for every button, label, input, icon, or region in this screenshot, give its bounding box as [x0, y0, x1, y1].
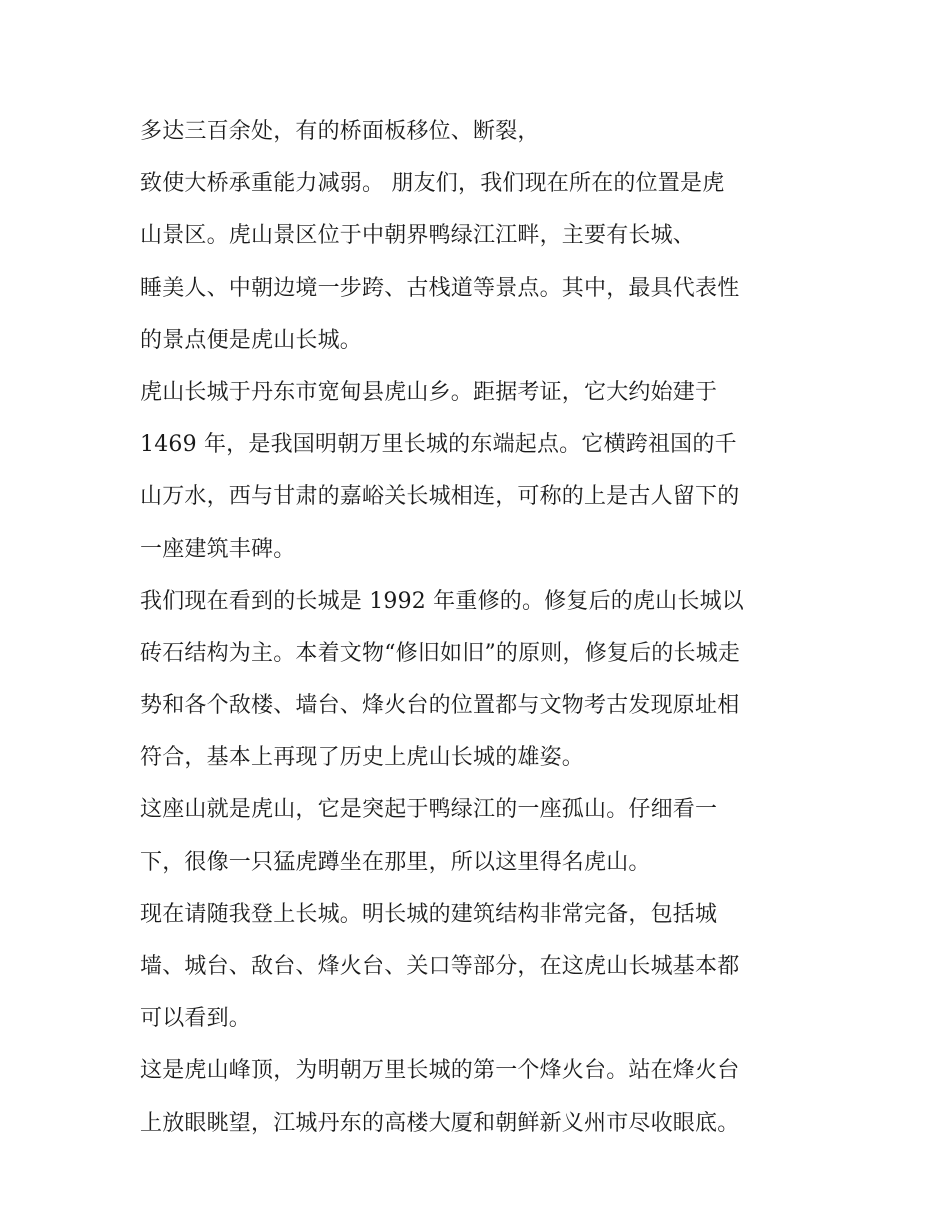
text-line: 山万水，西与甘肃的嘉峪关长城相连，可称的上是古人留下的: [140, 484, 740, 510]
text-line: 势和各个敌楼、墙台、烽火台的位置都与文物考古发现原址相: [140, 693, 740, 719]
text-line: 这座山就是虎山，它是突起于鸭绿江的一座孤山。仔细看一: [140, 797, 718, 823]
text-line: 下，很像一只猛虎蹲坐在那里，所以这里得名虎山。: [140, 849, 651, 875]
text-line: 现在请随我登上长城。明长城的建筑结构非常完备，包括城: [140, 901, 718, 927]
text-line: 虎山长城于丹东市宽甸县虎山乡。距据考证，它大约始建于: [140, 379, 718, 405]
text-line: 符合，基本上再现了历史上虎山长城的雄姿。: [140, 745, 585, 771]
text-line: 可以看到。: [140, 1006, 252, 1032]
text-line: 上放眼眺望，江城丹东的高楼大厦和朝鲜新义州市尽收眼底。: [140, 1110, 740, 1136]
text-line: 的景点便是虎山长城。: [140, 327, 363, 353]
text-line: 墙、城台、敌台、烽火台、关口等部分，在这虎山长城基本都: [140, 954, 740, 979]
text-line: 一座建筑丰碑。: [140, 536, 296, 562]
text-line: 山景区。虎山景区位于中朝界鸭绿江江畔，主要有长城、: [140, 223, 696, 249]
text-line: 致使大桥承重能力减弱。 朋友们，我们现在所在的位置是虎: [140, 171, 725, 197]
text-line: 睡美人、中朝边境一步跨、古栈道等景点。其中，最具代表性: [140, 275, 740, 301]
text-line: 多达三百余处，有的桥面板移位、断裂，: [140, 119, 540, 144]
document-body: [140, 106, 820, 1150]
text-line: 1469 年，是我国明朝万里长城的东端起点。它横跨祖国的千: [140, 432, 737, 458]
text-line: 砖石结构为主。本着文物“修旧如旧”的原则，修复后的长城走: [140, 640, 741, 666]
text-line: 这是虎山峰顶，为明朝万里长城的第一个烽火台。站在烽火台: [140, 1058, 740, 1084]
text-line: 我们现在看到的长城是 1992 年重修的。修复后的虎山长城以: [140, 588, 744, 614]
